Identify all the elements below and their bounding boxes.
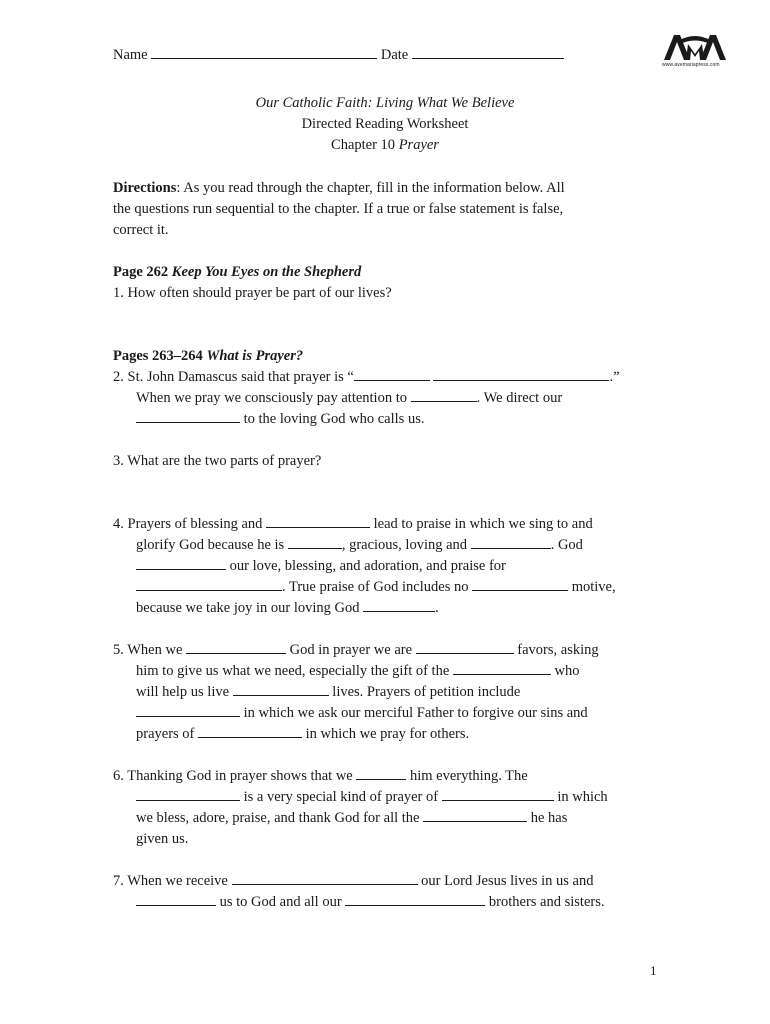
answer-blank[interactable] — [136, 704, 240, 717]
question-text: . We direct our — [476, 390, 563, 406]
question-5-line-3 — [136, 682, 520, 702]
question-5-line-4 — [136, 703, 588, 723]
question-text: who — [554, 663, 580, 679]
section-title: Keep You Eyes on the Shepherd — [171, 264, 362, 280]
question-4-line-3 — [136, 556, 506, 576]
question-7-line-2 — [136, 892, 604, 912]
question-text: our Lord Jesus lives in us and — [421, 873, 594, 889]
answer-blank[interactable] — [453, 662, 551, 675]
answer-blank[interactable] — [233, 683, 329, 696]
directions-line-1 — [113, 178, 565, 198]
question-text: our love, blessing, and adoration, and praise for — [229, 558, 506, 574]
question-5-line-5 — [136, 724, 469, 744]
answer-blank[interactable] — [471, 536, 551, 549]
answer-blank[interactable] — [136, 578, 282, 591]
directions-line-3: correct it. — [113, 222, 169, 238]
date-blank[interactable] — [412, 46, 564, 59]
question-text: is a very special kind of prayer of — [243, 789, 439, 805]
directions-text-1: : As you read through the chapter, fill in the information below. All — [176, 180, 565, 196]
question-text: him to give us what we need, especially the gift of the — [136, 663, 450, 679]
question-2-line-2 — [136, 388, 562, 408]
question-6-line-3 — [136, 808, 567, 828]
question-text: he has — [530, 810, 568, 826]
name-label: Name — [113, 47, 148, 63]
answer-blank[interactable] — [411, 389, 477, 402]
question-text: will help us live — [136, 684, 230, 700]
question-6-line-2 — [136, 787, 608, 807]
section-heading-1 — [113, 262, 361, 282]
question-text: in which — [557, 789, 608, 805]
chapter-heading — [0, 137, 770, 154]
date-label: Date — [380, 47, 409, 63]
publisher-url: www.avemariapress.com — [662, 62, 720, 68]
answer-blank[interactable] — [136, 788, 240, 801]
question-text: glorify God because he is — [136, 537, 285, 553]
section-title: What is Prayer? — [206, 348, 304, 364]
question-text: When we pray we consciously pay attention to — [136, 390, 407, 406]
answer-blank[interactable] — [198, 725, 302, 738]
question-4-line-1 — [113, 514, 593, 534]
question-text: . God — [550, 537, 583, 553]
question-text: . True praise of God includes no — [282, 579, 469, 595]
chapter-number: Chapter 10 — [331, 137, 396, 153]
question-2-line-3 — [136, 409, 424, 429]
chapter-name: Prayer — [398, 137, 439, 153]
question-text: 5. When we — [113, 642, 183, 658]
directions-line-2: the questions run sequential to the chapter. If a true or false statement is false, — [113, 201, 564, 217]
question-2-line-1 — [113, 367, 620, 387]
question-text: lead to praise in which we sing to and — [373, 516, 593, 532]
question-text: . — [435, 600, 439, 616]
question-text: us to God and all our — [219, 894, 342, 910]
question-text: 6. Thanking God in prayer shows that we — [113, 768, 353, 784]
question-7-line-1 — [113, 871, 594, 891]
question-text: favors, asking — [517, 642, 599, 658]
answer-blank[interactable] — [433, 368, 609, 381]
question-5-line-1 — [113, 640, 599, 660]
question-text: in which we ask our merciful Father to forgive our sins and — [243, 705, 588, 721]
section-page: Pages 263–264 — [113, 348, 203, 364]
answer-blank[interactable] — [416, 641, 514, 654]
question-text: to the loving God who calls us. — [243, 411, 425, 427]
question-1: 1. How often should prayer be part of our lives? — [113, 285, 392, 301]
answer-blank[interactable] — [472, 578, 568, 591]
answer-blank[interactable] — [186, 641, 286, 654]
answer-blank[interactable] — [423, 809, 527, 822]
ama-logo-icon — [662, 32, 728, 62]
question-text: , gracious, loving and — [341, 537, 468, 553]
question-text: we bless, adore, praise, and thank God for all the — [136, 810, 420, 826]
question-6-line-1 — [113, 766, 528, 786]
question-3: 3. What are the two parts of prayer? — [113, 453, 322, 469]
question-text: 7. When we receive — [113, 873, 228, 889]
question-4-line-2 — [136, 535, 583, 555]
publisher-logo — [662, 32, 728, 72]
question-text: 4. Prayers of blessing and — [113, 516, 263, 532]
answer-blank[interactable] — [442, 788, 554, 801]
question-5-line-2 — [136, 661, 580, 681]
book-title: Our Catholic Faith: Living What We Believe — [255, 95, 515, 111]
name-blank[interactable] — [151, 46, 377, 59]
header-fields — [113, 45, 564, 65]
question-text: God in prayer we are — [289, 642, 413, 658]
question-text: in which we pray for others. — [305, 726, 470, 742]
answer-blank[interactable] — [266, 515, 370, 528]
answer-blank[interactable] — [288, 536, 342, 549]
question-text: him everything. The — [410, 768, 528, 784]
answer-blank[interactable] — [136, 557, 226, 570]
question-text: brothers and sisters. — [488, 894, 605, 910]
answer-blank[interactable] — [354, 368, 430, 381]
question-text: 2. St. John Damascus said that prayer is “ — [113, 369, 354, 385]
answer-blank[interactable] — [345, 893, 485, 906]
directions-label: Directions — [113, 180, 177, 196]
question-text: prayers of — [136, 726, 195, 742]
worksheet-subtitle: Directed Reading Worksheet — [301, 116, 469, 132]
question-text: lives. Prayers of petition include — [332, 684, 521, 700]
question-text: .” — [609, 369, 620, 385]
page-number: 1 — [650, 963, 657, 978]
question-text: because we take joy in our loving God — [136, 600, 360, 616]
question-text: motive, — [571, 579, 616, 595]
section-heading-2 — [113, 346, 303, 366]
question-6-line-4: given us. — [136, 831, 189, 847]
answer-blank[interactable] — [232, 872, 418, 885]
question-4-line-4 — [136, 577, 616, 597]
question-4-line-5 — [136, 598, 439, 618]
answer-blank[interactable] — [136, 410, 240, 423]
answer-blank[interactable] — [136, 893, 216, 906]
answer-blank[interactable] — [356, 767, 406, 780]
section-page: Page 262 — [113, 264, 169, 280]
answer-blank[interactable] — [363, 599, 435, 612]
